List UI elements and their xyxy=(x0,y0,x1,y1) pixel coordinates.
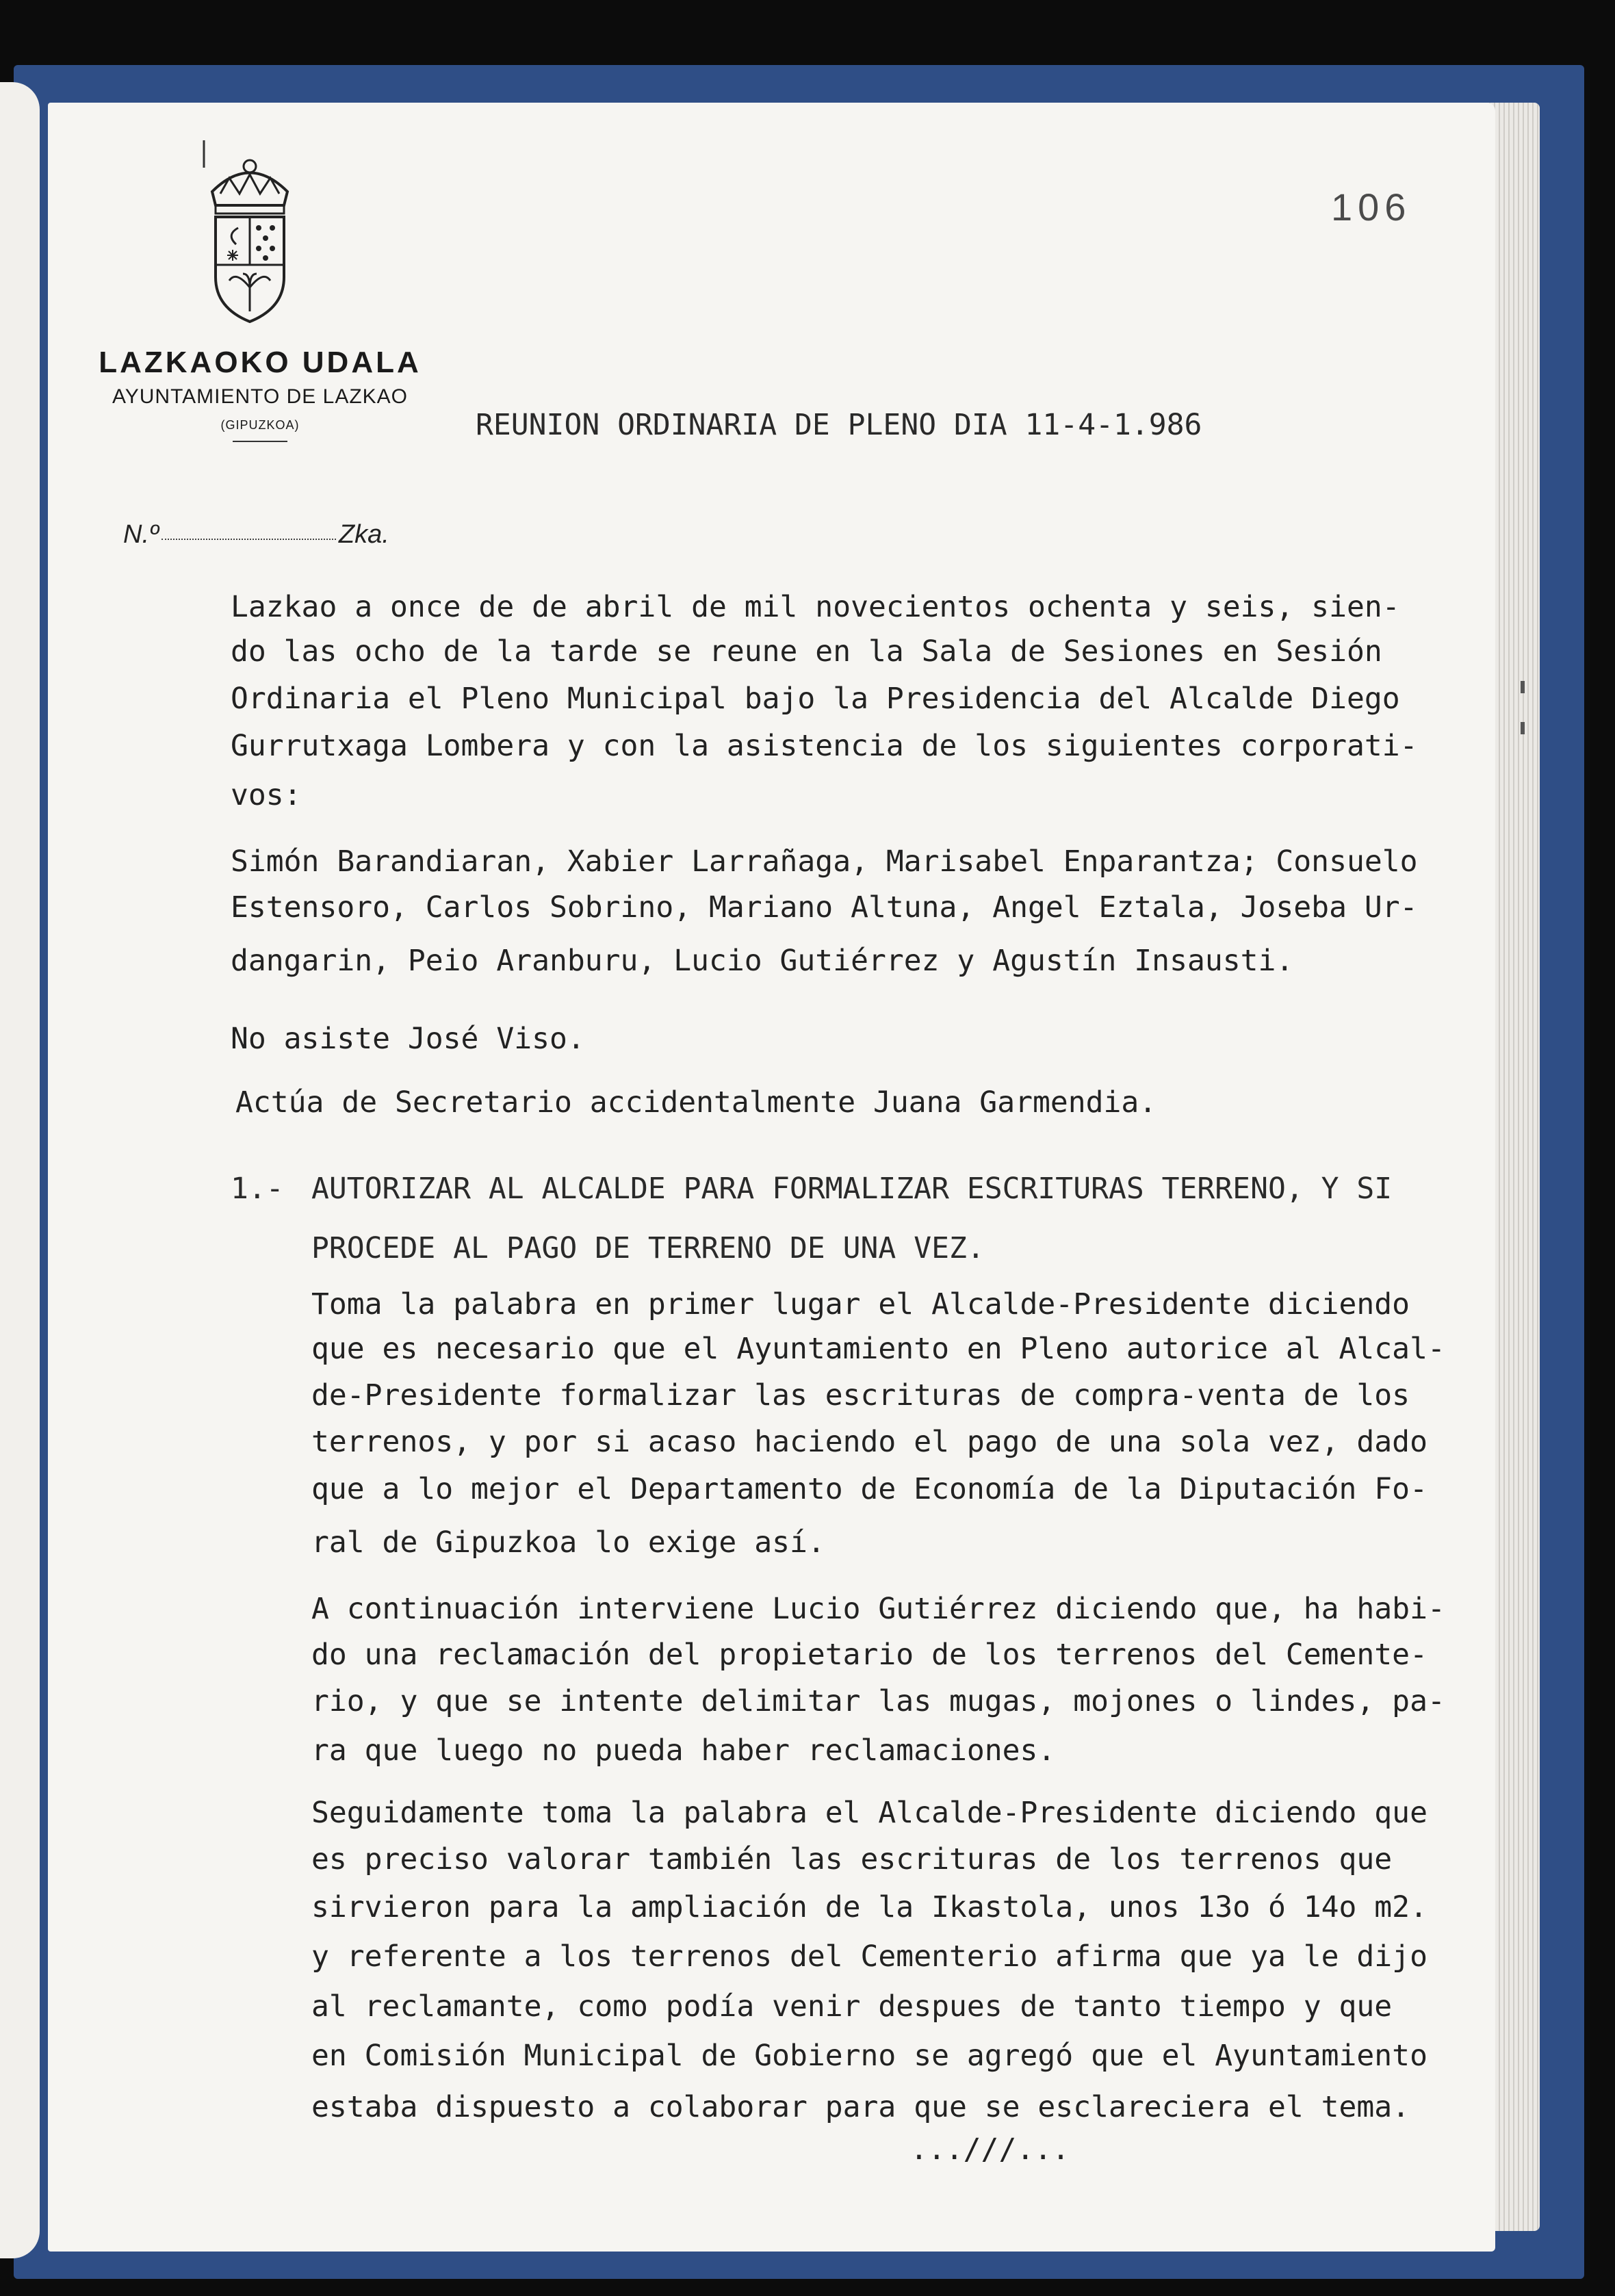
paragraph-line: ra que luego no pueda haber reclamaciones. xyxy=(311,1733,1056,1768)
intro-line: Lazkao a once de de abril de mil novecientos ochenta y seis, sien- xyxy=(231,590,1400,624)
letterhead xyxy=(89,346,431,442)
paragraph-line: que a lo mejor el Departamento de Economía de la Diputación Fo- xyxy=(311,1472,1427,1506)
intro-line: vos: xyxy=(231,778,302,812)
edge-mark xyxy=(1521,722,1525,734)
attendees-line: Simón Barandiaran, Xabier Larrañaga, Marisabel Enparantza; Consuelo xyxy=(231,844,1418,879)
paragraph-line: de-Presidente formalizar las escrituras de compra-venta de los xyxy=(311,1378,1410,1413)
number-suffix: Zka. xyxy=(338,520,389,549)
paragraph-line: ral de Gipuzkoa lo exige así. xyxy=(311,1525,825,1560)
document-title: REUNION ORDINARIA DE PLENO DIA 11-4-1.986 xyxy=(476,408,1202,442)
paragraph-line: rio, y que se intente delimitar las mugas, mojones o lindes, pa- xyxy=(311,1684,1445,1718)
intro-line: Ordinaria el Pleno Municipal bajo la Presidencia del Alcalde Diego xyxy=(231,682,1400,716)
attendees-line: dangarin, Peio Aranburu, Lucio Gutiérrez y Agustín Insausti. xyxy=(231,944,1294,978)
org-subtitle: AYUNTAMIENTO DE LAZKAO xyxy=(112,385,409,408)
org-province: (GIPUZKOA) xyxy=(220,418,300,432)
previous-page-edge xyxy=(0,82,40,2258)
intro-line: Gurrutxaga Lombera y con la asistencia de los siguientes corporati- xyxy=(231,729,1418,763)
paragraph-line: al reclamante, como podía venir despues de tanto tiempo y que xyxy=(311,1989,1393,2024)
paragraph-line: estaba dispuesto a colaborar para que se esclareciera el tema. xyxy=(311,2090,1410,2124)
continuation-mark: ...///... xyxy=(910,2132,1070,2167)
page-number: 106 xyxy=(1331,185,1412,229)
number-blank-line xyxy=(162,539,336,540)
registry-number-field xyxy=(123,520,389,550)
paragraph-line: es preciso valorar también las escrituras de los terrenos que xyxy=(311,1842,1393,1876)
paragraph-line: que es necesario que el Ayuntamiento en Pleno autorice al Alcal- xyxy=(311,1332,1445,1366)
letterhead-divider xyxy=(233,441,287,442)
secretary-note: Actúa de Secretario accidentalmente Juana Garmendia. xyxy=(235,1085,1157,1120)
absent-note: No asiste José Viso. xyxy=(231,1022,585,1056)
item-heading-line: AUTORIZAR AL ALCALDE PARA FORMALIZAR ESCRITURAS TERRENO, Y SI xyxy=(311,1172,1393,1206)
paragraph-line: terrenos, y por si acaso haciendo el pago de una sola vez, dado xyxy=(311,1425,1427,1459)
org-name: LAZKAOKO UDALA xyxy=(99,346,422,379)
coat-of-arms-icon xyxy=(198,140,301,339)
attendees-line: Estensoro, Carlos Sobrino, Mariano Altuna, Angel Eztala, Joseba Ur- xyxy=(231,890,1418,925)
paragraph-line: Seguidamente toma la palabra el Alcalde-Presidente diciendo que xyxy=(311,1796,1427,1830)
paragraph-line: sirvieron para la ampliación de la Ikastola, unos 13o ó 14o m2. xyxy=(311,1890,1427,1924)
item-heading-line: PROCEDE AL PAGO DE TERRENO DE UNA VEZ. xyxy=(311,1231,985,1265)
intro-line: do las ocho de la tarde se reune en la Sala de Sesiones en Sesión xyxy=(231,634,1382,669)
paragraph-line: en Comisión Municipal de Gobierno se agregó que el Ayuntamiento xyxy=(311,2039,1427,2073)
edge-mark xyxy=(1521,681,1525,693)
number-prefix: N.º xyxy=(123,520,159,549)
paragraph-line: A continuación interviene Lucio Gutiérrez diciendo que, ha habi- xyxy=(311,1592,1445,1626)
item-number: 1.- xyxy=(231,1172,284,1206)
paragraph-line: do una reclamación del propietario de los terrenos del Cemente- xyxy=(311,1638,1427,1672)
paragraph-line: Toma la palabra en primer lugar el Alcalde-Presidente diciendo xyxy=(311,1287,1410,1321)
paragraph-line: y referente a los terrenos del Cementerio afirma que ya le dijo xyxy=(311,1939,1427,1974)
